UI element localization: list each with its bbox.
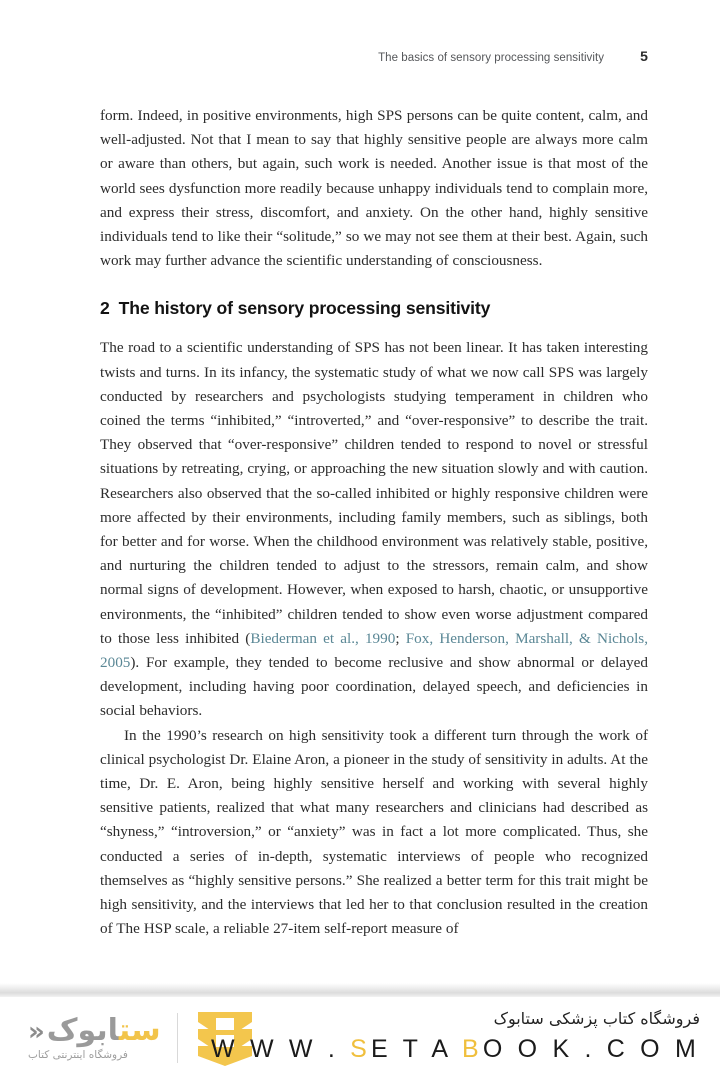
double-chevron-icon: « bbox=[28, 1017, 45, 1047]
page-number: 5 bbox=[640, 48, 648, 64]
brand-tagline: فروشگاه اینترنتی کتاب bbox=[28, 1049, 128, 1061]
paragraph-history bbox=[100, 336, 648, 723]
footer-banner bbox=[0, 997, 720, 1080]
body-text bbox=[100, 104, 648, 942]
shop-tagline: فروشگاه کتاب پزشکی ستابوک bbox=[493, 1009, 700, 1028]
section-title: The history of sensory processing sensitivity bbox=[118, 298, 491, 319]
url-highlight-s: S bbox=[350, 1035, 371, 1063]
footer-separator bbox=[0, 983, 720, 997]
citation-separator: ; bbox=[395, 629, 406, 647]
section-number: 2 bbox=[100, 298, 110, 319]
page-content bbox=[100, 48, 648, 942]
section-heading bbox=[100, 298, 648, 319]
paragraph-history-text-before: The road to a scientific understanding of SPS has not been linear. It has taken interesting twists and turns. In its infancy, the systematic study of what we now call SPS was largely conducted by researchers and psychologists studying temperament in children who coined the terms “inhibited,” “introverted,” and “over-responsive” to describe the trait. They observed that “over-responsive” children tended to respond to novel or stressful situations by retreating, crying, or approaching the new situation slowly and with caution. Researchers also observed that the so-called inhibited or highly responsive children were more affected by their environments, including family members, such as siblings, both for better and for worse. When the childhood environment was relatively stable, positive, and nurturing the children tended to adjust to the stressors, remain calm, and show normal signs of development. However, when exposed to harsh, chaotic, or unsupportive environments, the “inhibited” children tended to show even worse adjustment compared to those less inhibited ( bbox=[100, 339, 648, 647]
website-url[interactable] bbox=[211, 1033, 700, 1065]
paragraph-history-text-after: ). For example, they tended to become reclusive and show abnormal or delayed development, including having poor coordination, delayed speech, and deficiencies in social behaviors. bbox=[100, 654, 648, 720]
url-part-ook-com: O O K . C O M bbox=[482, 1035, 700, 1063]
url-part-www: W W W . bbox=[211, 1035, 351, 1063]
url-part-eta: E T A bbox=[371, 1035, 462, 1063]
citation-link-fox[interactable]: Fox, Henderson, Marshall, & Nichols, 2005 bbox=[100, 629, 649, 672]
paragraph-aron: In the 1990’s research on high sensitivity took a different turn through the work of clinical psychologist Dr. Elaine Aron, a pioneer in the study of sensitivity in adults. At the time, Dr. E. Aron, being highly sensitive herself and working with several highly sensitive patients, realized that what many researchers and clinicians had described as “shyness,” “introversion,” or “anxiety” was in fact a lot more complicated. Thus, she conducted a series of in-depth, systematic interviews of people who recognized themselves as “highly sensitive persons.” She realized a better term for this trait might be high sensitivity, and the interviews that led her to that conclusion resulted in the creation of The HSP scale, a reliable 27-item self-report measure of bbox=[100, 726, 648, 938]
running-head-title: The basics of sensory processing sensitivity bbox=[378, 52, 604, 64]
paragraph-continuation: form. Indeed, in positive environments, high SPS persons can be quite content, calm, and well-adjusted. Not that I mean to say that highly sensitive people are always more calm or aware than others, but again, such work is needed. Another issue is that most of the world sees dysfunction more readily because unhappy individuals tend to complain more, and express their stress, discomfort, and anxiety. On the other hand, highly sensitive individuals tend to like their “solitude,” so we may not see them at their best. Again, such work may further advance the scientific understanding of consciousness. bbox=[100, 107, 648, 270]
citation-link-biederman[interactable]: Biederman et al., 1990 bbox=[250, 629, 396, 647]
brand-divider bbox=[177, 1013, 178, 1063]
shop-info bbox=[211, 1007, 700, 1065]
brand-name-gray-part: ابوک bbox=[46, 1013, 119, 1048]
url-highlight-b: B bbox=[462, 1035, 483, 1063]
brand-wordmark bbox=[28, 1014, 161, 1062]
running-head bbox=[100, 48, 648, 70]
brand-name bbox=[28, 1014, 161, 1049]
brand-name-gold-part: ست bbox=[118, 1013, 161, 1048]
